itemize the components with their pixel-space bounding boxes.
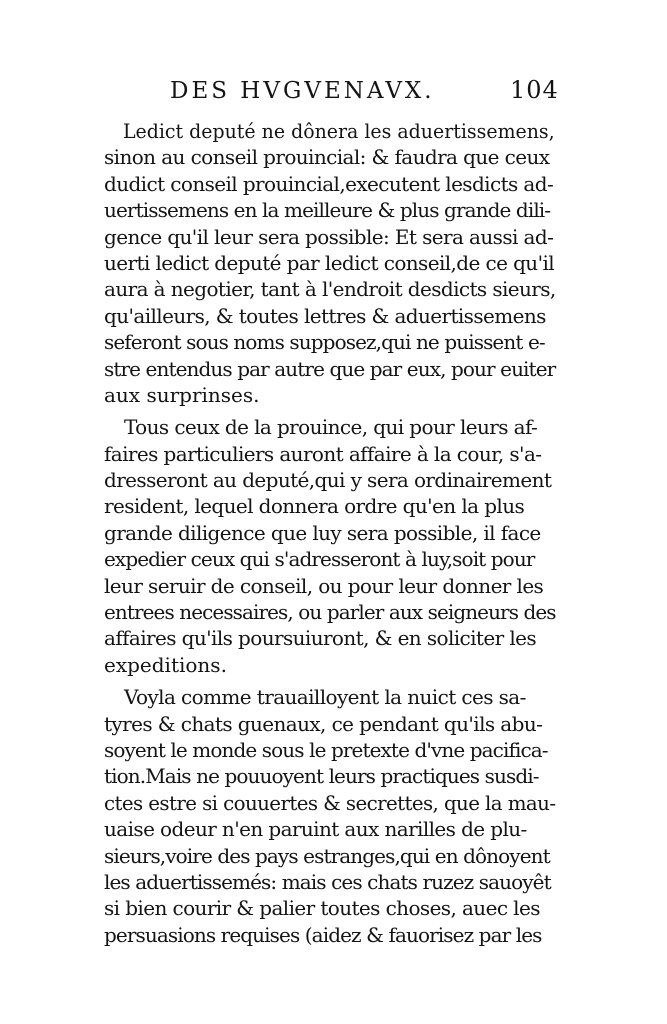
text-line: faires particuliers auront affaire à la cour, s'a- — [104, 441, 542, 466]
paragraph-3 — [104, 684, 556, 948]
text-line: dudict conseil prouincial,executent lesdicts ad- — [104, 171, 554, 196]
text-line: aux surprinses. — [104, 382, 260, 407]
text-line: Tous ceux de la prouince, qui pour leurs af- — [124, 415, 538, 440]
text-line: stre entendus par autre que par eux, pour euiter — [104, 356, 556, 381]
text-line: Voyla comme trauailloyent la nuict ces sa- — [124, 685, 526, 710]
text-line: tion.Mais ne pouuoyent leurs practiques susdi- — [104, 764, 539, 789]
text-line: soyent le monde sous le pretexte d'vne pacifica- — [104, 737, 548, 762]
paragraph-2 — [104, 414, 556, 678]
body-text — [104, 118, 556, 948]
text-line: uertissemens en la meilleure & plus grande dili- — [104, 198, 551, 223]
text-line: qu'ailleurs, & toutes lettres & aduertissemens — [104, 303, 546, 328]
page-number: 104 — [510, 76, 559, 104]
text-line: gence qu'il leur sera possible: Et sera aussi ad- — [104, 224, 554, 249]
text-line: si bien courir & palier toutes choses, auec les — [104, 896, 540, 921]
text-line: expedier ceux qui s'adresseront à luy,soit pour — [104, 547, 535, 572]
paragraph-1 — [104, 118, 556, 408]
text-line: entrees necessaires, ou parler aux seigneurs des — [104, 600, 556, 625]
text-line: aura à negotier, tant à l'endroit desdicts sieurs, — [104, 277, 556, 302]
text-line: sieurs,voire des pays estranges,qui en dônoyent — [104, 843, 550, 868]
text-line: seferont sous noms supposez,qui ne puissent e- — [104, 330, 545, 355]
text-line: affaires qu'ils poursuiuront, & en soliciter les — [104, 626, 537, 651]
text-line: Ledict deputé ne dônera les aduertissemens, — [122, 119, 555, 143]
text-line: resident, lequel donnera ordre qu'en la plus — [104, 494, 525, 519]
text-line: uerti ledict deputé par ledict conseil,de ce qu'il — [104, 250, 555, 275]
text-line: uaise odeur n'en paruint aux narilles de plu- — [104, 817, 527, 842]
running-title: DES HVGVENAVX. — [170, 78, 435, 104]
text-line: leur seruir de conseil, ou pour leur donner les — [104, 573, 544, 598]
text-line: ctes estre si couuertes & secrettes, que la mau- — [104, 790, 556, 815]
text-line: les aduertissemés: mais ces chats ruzez sauoyêt — [104, 869, 551, 894]
text-line: expeditions. — [104, 652, 227, 677]
text-line: dresseront au deputé,qui y sera ordinairement — [104, 468, 552, 493]
text-line: grande diligence que luy sera possible, il face — [104, 520, 541, 545]
text-line: sinon au conseil prouincial: & faudra que ceux — [104, 145, 550, 170]
text-line: tyres & chats guenaux, ce pendant qu'ils abu- — [104, 711, 543, 736]
text-line: persuasions requises (aidez & fauorisez par les — [104, 922, 542, 947]
